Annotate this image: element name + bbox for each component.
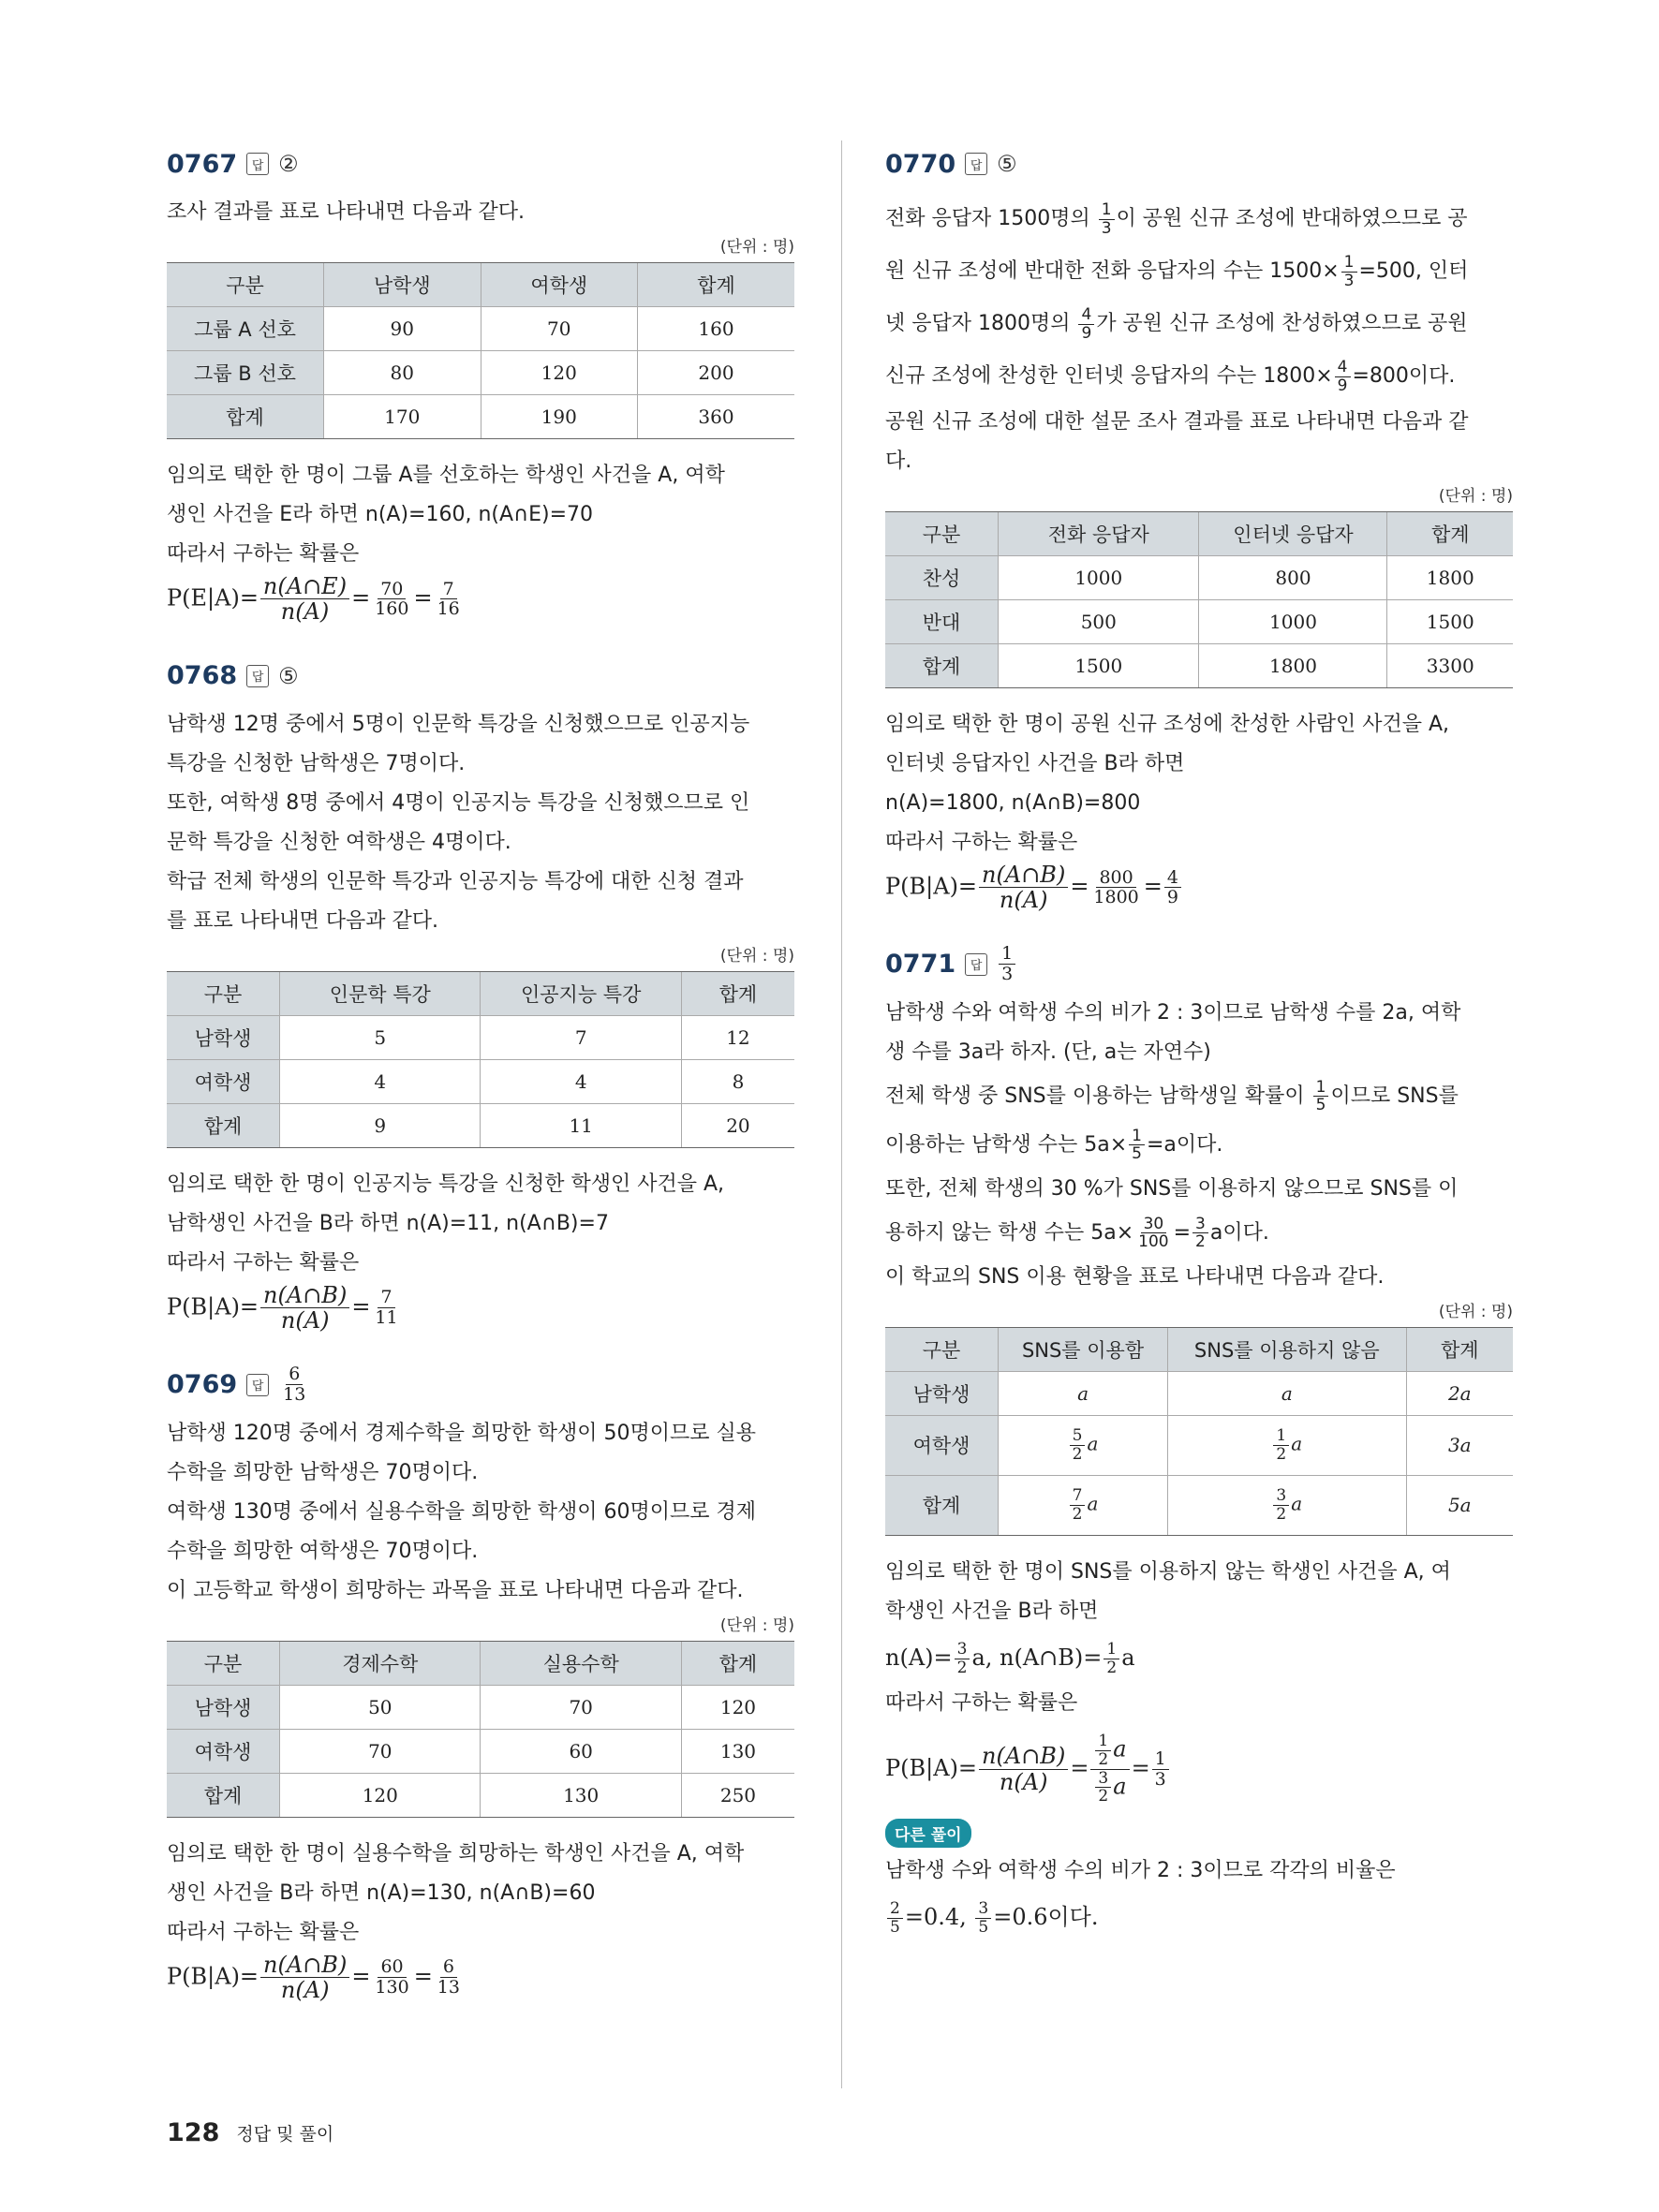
answer-icon: 답 [965, 153, 987, 175]
fraction: $\frac{4}{9}$ [1164, 868, 1181, 908]
fraction: $\frac{7}{2}$ [1070, 1487, 1086, 1523]
fraction: $\frac{4}{9}$ [1078, 306, 1094, 342]
header-cell: 남학생 [324, 263, 481, 307]
header-cell: 합계 [638, 263, 795, 307]
unit-label: (단위 : 명) [1438, 1302, 1513, 1321]
formula-lhs: P(B|A)= [885, 1754, 978, 1781]
table-row [167, 395, 794, 439]
solution-text: 공원 신규 조성에 대한 설문 조사 결과를 표로 나타내면 다음과 같 [885, 410, 1469, 434]
header-cell: 경제수학 [280, 1641, 481, 1685]
fraction: $\frac{7}{16}$ [437, 578, 460, 620]
solution-text: 전화 응답자 1500명의 $\frac{1}{3}$ 이 공원 신규 조성에 반대하였으므로 공 [885, 199, 1468, 238]
solution-text: 넷 응답자 1800명의 $\frac{4}{9}$ 가 공원 신규 조성에 찬성하였으므로 공원 [885, 304, 1468, 343]
header-cell: 인문학 특강 [280, 971, 481, 1015]
table-header-row [167, 263, 794, 307]
table-cell: 360 [638, 395, 795, 439]
left-column [167, 140, 794, 2002]
probability-formula: P(B|A)= $\frac{n(A\cap B)}{n(A)}$ = $\frac{7}{11}$ [167, 1283, 794, 1334]
answer-value: ② [278, 151, 299, 177]
answer-icon: 답 [965, 953, 987, 976]
table-cell: 5 [280, 1015, 481, 1059]
header-cell: 구분 [885, 1327, 999, 1371]
header-cell: 구분 [885, 512, 999, 556]
table-cell: 800 [1199, 556, 1387, 600]
answer-icon: 답 [246, 153, 269, 175]
fraction: $\frac{5}{2}$ [1070, 1427, 1086, 1463]
answer-fraction: $\frac{1}{3}$ [999, 944, 1015, 984]
table-cell: 70 [481, 1685, 681, 1729]
section-0768-header [167, 653, 794, 700]
solution-text: 따라서 구하는 확률은 [885, 831, 1078, 854]
solution-text: 특강을 신청한 남학생은 7명이다. [167, 751, 466, 775]
fraction: $\frac{60}{130}$ [375, 1956, 409, 1998]
table-cell: 120 [681, 1685, 794, 1729]
solution-text: 따라서 구하는 확률은 [167, 1250, 360, 1275]
alt-solution-tag: 다른 풀이 [885, 1819, 971, 1848]
fraction: $\frac{1}{3}$ [1152, 1749, 1169, 1790]
table-cell: a [999, 1371, 1168, 1415]
probability-formula: P(B|A)= $\frac{n(A\cap B)}{n(A)}$ = $\frac{800}{1800}$ = $\frac{4}{9}$ [885, 863, 1513, 913]
formula-lhs: P(B|A)= [167, 1962, 259, 1989]
table-row [167, 307, 794, 351]
fraction: $\frac{30}{100}$ [1138, 1214, 1169, 1252]
solution-text: 또한, 전체 학생의 30 %가 SNS를 이용하지 않으므로 SNS를 이 [885, 1176, 1459, 1201]
fraction: $\frac{3}{2}$ [1095, 1770, 1111, 1806]
unit-label: (단위 : 명) [1438, 487, 1513, 506]
section-0770-header [885, 140, 1513, 187]
answer-value: ⑤ [278, 662, 299, 689]
table-cell: 200 [638, 351, 795, 395]
solution-text: 용하지 않는 학생 수는 5a× $\frac{30}{100}$ = $\frac{3}{2}$ a이다. [885, 1214, 1269, 1252]
fraction: $\frac{n(A\cap B)}{n(A)}$ [979, 1744, 1068, 1794]
fraction: $\frac{n(A\cap B)}{n(A)}$ [979, 863, 1068, 913]
fraction: $\frac{70}{160}$ [375, 578, 409, 620]
solution-formula: $\frac{2}{5}$ =0.4, $\frac{3}{5}$ =0.6이다. [885, 1891, 1513, 1943]
solution-text: 생인 사건을 E라 하면 n(A)=160, n(A∩E)=70 [167, 503, 594, 526]
solution-text: 따라서 구하는 확률은 [167, 542, 360, 566]
row-label: 합계 [885, 644, 999, 688]
header-cell: 합계 [681, 971, 794, 1015]
fraction: $\frac{3}{2}$ [1273, 1487, 1289, 1523]
solution-text: 수학을 희망한 여학생은 70명이다. [167, 1539, 479, 1563]
table-row [167, 1729, 794, 1773]
table-row [167, 1059, 794, 1103]
table-header-row [885, 512, 1513, 556]
header-cell: 여학생 [481, 263, 638, 307]
table-cell: 60 [481, 1729, 681, 1773]
row-label: 여학생 [167, 1729, 280, 1773]
table-0769 [167, 1641, 794, 1818]
fraction: $\frac{4}{9}$ [1335, 359, 1351, 394]
row-label: 합계 [167, 1103, 280, 1147]
table-cell: $\frac{3}{2}$ a [1167, 1475, 1406, 1535]
table-cell: 130 [681, 1729, 794, 1773]
table-cell: 500 [999, 600, 1199, 644]
fraction: $\frac{1}{2}$ [1095, 1733, 1111, 1768]
fraction: $\frac{1}{2}$ [1273, 1427, 1289, 1463]
section-0771-header [885, 941, 1513, 988]
compound-fraction: $\frac{1}{2}$ a $\frac{3}{2}$ a [1090, 1733, 1129, 1806]
solution-text: 임의로 택한 한 명이 실용수학을 희망하는 학생인 사건을 A, 여학 [167, 1841, 745, 1865]
table-cell: 50 [280, 1685, 481, 1729]
unit-label: (단위 : 명) [719, 946, 794, 966]
table-cell: 2a [1406, 1371, 1513, 1415]
table-cell: 3a [1406, 1415, 1513, 1475]
table-cell: 70 [280, 1729, 481, 1773]
row-label: 그룹 A 선호 [167, 307, 324, 351]
problem-number: 0769 [167, 1370, 238, 1400]
table-cell: 3300 [1387, 644, 1513, 688]
table-cell: 250 [681, 1773, 794, 1817]
unit-label: (단위 : 명) [719, 238, 794, 257]
fraction: $\frac{800}{1800}$ [1093, 866, 1139, 908]
fraction: $\frac{3}{2}$ [955, 1641, 970, 1676]
solution-text: 따라서 구하는 확률은 [167, 1920, 360, 1944]
table-cell: 4 [280, 1059, 481, 1103]
table-cell: $\frac{1}{2}$ a [1167, 1415, 1406, 1475]
solution-text: 또한, 여학생 8명 중에서 4명이 인공지능 특강을 신청했으므로 인 [167, 790, 750, 815]
header-cell: SNS를 이용하지 않음 [1167, 1327, 1406, 1371]
probability-formula: P(B|A)= $\frac{n(A\cap B)}{n(A)}$ = $\frac{60}{130}$ = $\frac{6}{13}$ [167, 1953, 794, 2003]
table-cell: 1500 [1387, 600, 1513, 644]
solution-text: 여학생 130명 중에서 실용수학을 희망한 학생이 60명이므로 경제 [167, 1499, 756, 1524]
row-label: 합계 [885, 1475, 999, 1535]
solution-text: 생 수를 3a라 하자. (단, a는 자연수) [885, 1040, 1211, 1064]
header-cell: SNS를 이용함 [999, 1327, 1168, 1371]
table-cell: $\frac{7}{2}$ a [999, 1475, 1168, 1535]
table-row [885, 1475, 1513, 1535]
intro-text: 조사 결과를 표로 나타내면 다음과 같다. [167, 200, 525, 224]
solution-text: 다. [885, 450, 912, 473]
row-label: 남학생 [167, 1685, 280, 1729]
table-0771 [885, 1327, 1513, 1536]
table-cell: 120 [280, 1773, 481, 1817]
formula-lhs: P(B|A)= [885, 873, 978, 900]
fraction: $\frac{3}{5}$ [975, 1900, 991, 1936]
column-divider [841, 140, 842, 2088]
page-footer [167, 2118, 333, 2147]
right-column [885, 140, 1513, 1943]
problem-number: 0768 [167, 661, 238, 691]
section-0769-header [167, 1362, 794, 1408]
table-cell: 11 [481, 1103, 681, 1147]
table-cell: 190 [481, 395, 638, 439]
table-cell: 70 [481, 307, 638, 351]
header-cell: 합계 [1387, 512, 1513, 556]
table-row [885, 556, 1513, 600]
solution-text: 인터넷 응답자인 사건을 B라 하면 [885, 752, 1185, 775]
row-label: 합계 [167, 1773, 280, 1817]
table-row [167, 1103, 794, 1147]
solution-text: 수학을 희망한 남학생은 70명이다. [167, 1460, 479, 1484]
solution-text: 학생인 사건을 B라 하면 [885, 1599, 1099, 1623]
table-cell: 9 [280, 1103, 481, 1147]
table-cell: 12 [681, 1015, 794, 1059]
row-label: 반대 [885, 600, 999, 644]
header-cell: 실용수학 [481, 1641, 681, 1685]
header-cell: 전화 응답자 [999, 512, 1199, 556]
row-label: 남학생 [885, 1371, 999, 1415]
fraction: $\frac{2}{5}$ [887, 1900, 903, 1936]
header-cell: 합계 [681, 1641, 794, 1685]
table-row [885, 1415, 1513, 1475]
solution-text: 임의로 택한 한 명이 공원 신규 조성에 찬성한 사람인 사건을 A, [885, 713, 1450, 736]
solution-formula: n(A)= $\frac{3}{2}$ a, n(A∩B)= $\frac{1}{2}$ a [885, 1640, 1135, 1677]
problem-number: 0767 [167, 149, 238, 179]
section-0767-header [167, 140, 794, 187]
row-label: 남학생 [167, 1015, 280, 1059]
solution-text: 생인 사건을 B라 하면 n(A)=130, n(A∩B)=60 [167, 1880, 596, 1905]
table-header-row [167, 1641, 794, 1685]
probability-formula: P(B|A)= $\frac{n(A\cap B)}{n(A)}$ = $\frac{1}{2}$ a $\frac{3}{2}$ a = $\frac{1}{3}$ [885, 1723, 1513, 1813]
fraction: $\frac{n(A\cap B)}{n(A)}$ [260, 1283, 349, 1334]
header-cell: 인터넷 응답자 [1199, 512, 1387, 556]
solution-text: 학급 전체 학생의 인문학 특강과 인공지능 특강에 대한 신청 결과 [167, 869, 744, 893]
solution-text: 남학생 수와 여학생 수의 비가 2 : 3이므로 각각의 비율은 [885, 1858, 1396, 1882]
solution-text: 이용하는 남학생 수는 5a× $\frac{1}{5}$ =a이다. [885, 1126, 1223, 1164]
answer-icon: 답 [246, 665, 269, 687]
formula-lhs: P(E|A)= [167, 584, 259, 612]
table-row [167, 1015, 794, 1059]
fraction: $\frac{n(A\cap E)}{n(A)}$ [260, 574, 349, 625]
fraction: $\frac{1}{2}$ [1104, 1641, 1119, 1676]
row-label: 합계 [167, 395, 324, 439]
table-0770 [885, 511, 1513, 688]
fraction: $\frac{1}{3}$ [1099, 201, 1115, 237]
solution-text: 신규 조성에 찬성한 인터넷 응답자의 수는 1800× $\frac{4}{9}$ =800이다. [885, 357, 1456, 395]
solution-text: 전체 학생 중 SNS를 이용하는 남학생일 확률이 $\frac{1}{5}$ 이므로 SNS를 [885, 1077, 1459, 1115]
probability-formula: P(E|A)= $\frac{n(A\cap E)}{n(A)}$ = $\frac{70}{160}$ = $\frac{7}{16}$ [167, 574, 794, 625]
table-cell: 1000 [1199, 600, 1387, 644]
table-cell: $\frac{5}{2}$ a [999, 1415, 1168, 1475]
table-cell: 120 [481, 351, 638, 395]
solution-text: 남학생 12명 중에서 5명이 인문학 특강을 신청했으므로 인공지능 [167, 712, 750, 736]
fraction: $\frac{1}{3}$ [1341, 254, 1357, 289]
table-cell: 80 [324, 351, 481, 395]
solution-text: 이 학교의 SNS 이용 현황을 표로 나타내면 다음과 같다. [885, 1264, 1385, 1289]
table-cell: 1500 [999, 644, 1199, 688]
fraction: $\frac{1}{5}$ [1129, 1128, 1145, 1163]
table-row [167, 1685, 794, 1729]
table-cell: a [1167, 1371, 1406, 1415]
solution-text: 임의로 택한 한 명이 SNS를 이용하지 않는 학생인 사건을 A, 여 [885, 1559, 1451, 1584]
problem-number: 0770 [885, 149, 956, 179]
unit-label: (단위 : 명) [719, 1615, 794, 1635]
table-cell: 7 [481, 1015, 681, 1059]
solution-text: 임의로 택한 한 명이 그룹 A를 선호하는 학생인 사건을 A, 여학 [167, 464, 725, 487]
table-cell: 4 [481, 1059, 681, 1103]
problem-number: 0771 [885, 950, 956, 980]
answer-fraction: $\frac{6}{13}$ [283, 1364, 306, 1406]
header-cell: 구분 [167, 1641, 280, 1685]
solution-text: 임의로 택한 한 명이 인공지능 특강을 신청한 학생인 사건을 A, [167, 1172, 725, 1196]
header-cell: 합계 [1406, 1327, 1513, 1371]
solution-text: 문학 특강을 신청한 여학생은 4명이다. [167, 830, 511, 854]
table-cell: 160 [638, 307, 795, 351]
solution-text: 원 신규 조성에 반대한 전화 응답자의 수는 1500× $\frac{1}{3}$ =500, 인터 [885, 252, 1469, 290]
row-label: 여학생 [167, 1059, 280, 1103]
row-label: 찬성 [885, 556, 999, 600]
table-cell: 1800 [1387, 556, 1513, 600]
table-row [167, 1773, 794, 1817]
table-cell: 1000 [999, 556, 1199, 600]
table-row [885, 644, 1513, 688]
page-number: 128 [167, 2118, 220, 2147]
solution-text: 남학생 120명 중에서 경제수학을 희망한 학생이 50명이므로 실용 [167, 1421, 756, 1445]
answer-value: ⑤ [997, 151, 1017, 177]
table-0767 [167, 262, 794, 439]
header-cell: 인공지능 특강 [481, 971, 681, 1015]
header-cell: 구분 [167, 263, 324, 307]
fraction: $\frac{1}{5}$ [1313, 1079, 1329, 1114]
table-cell: 8 [681, 1059, 794, 1103]
fraction: $\frac{7}{11}$ [375, 1287, 398, 1329]
table-row [885, 600, 1513, 644]
row-label: 그룹 B 선호 [167, 351, 324, 395]
table-header-row [885, 1327, 1513, 1371]
solution-text: 이 고등학교 학생이 희망하는 과목을 표로 나타내면 다음과 같다. [167, 1578, 744, 1602]
table-cell: 5a [1406, 1475, 1513, 1535]
table-cell: 1800 [1199, 644, 1387, 688]
formula-lhs: P(B|A)= [167, 1293, 259, 1320]
fraction: $\frac{3}{2}$ [1192, 1216, 1208, 1251]
table-row [167, 351, 794, 395]
table-cell: 130 [481, 1773, 681, 1817]
fraction: $\frac{n(A\cap B)}{n(A)}$ [260, 1953, 349, 2003]
solution-text: 를 표로 나타내면 다음과 같다. [167, 908, 438, 933]
row-label: 여학생 [885, 1415, 999, 1475]
table-cell: 90 [324, 307, 481, 351]
table-cell: 20 [681, 1103, 794, 1147]
table-cell: 170 [324, 395, 481, 439]
table-row [885, 1371, 1513, 1415]
table-0768 [167, 971, 794, 1148]
solution-text: n(A)=1800, n(A∩B)=800 [885, 791, 1141, 815]
fraction: $\frac{6}{13}$ [437, 1956, 460, 1998]
header-cell: 구분 [167, 971, 280, 1015]
table-header-row [167, 971, 794, 1015]
solution-text: 남학생인 사건을 B라 하면 n(A)=11, n(A∩B)=7 [167, 1211, 609, 1235]
solution-text: 남학생 수와 여학생 수의 비가 2 : 3이므로 남학생 수를 2a, 여학 [885, 1000, 1461, 1025]
answer-icon: 답 [246, 1374, 269, 1396]
footer-label: 정답 및 풀이 [236, 2124, 334, 2145]
solution-text: 따라서 구하는 확률은 [885, 1690, 1078, 1715]
